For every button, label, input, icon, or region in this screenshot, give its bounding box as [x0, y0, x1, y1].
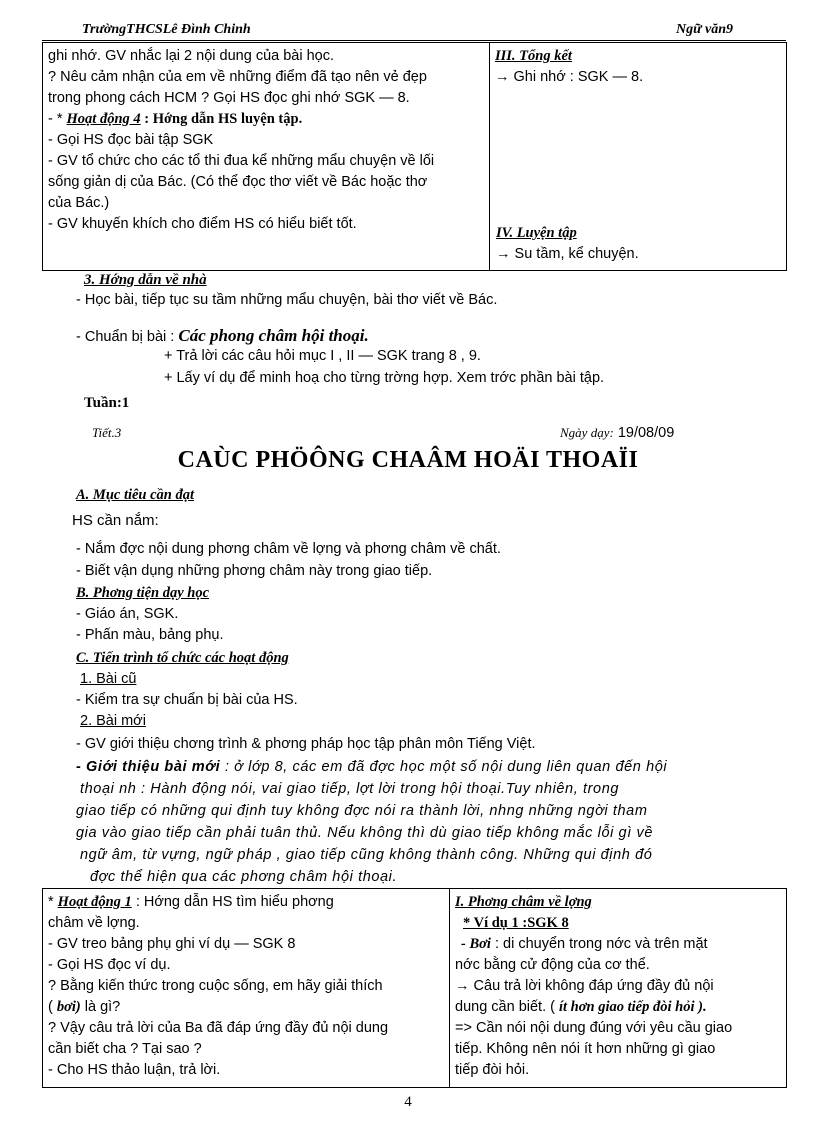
content-cell-right — [490, 43, 787, 271]
text-line: châm về lợng. — [48, 915, 140, 931]
text-line: của Bác.) — [48, 195, 110, 211]
summary-line — [495, 67, 781, 88]
practice-text: Su tầm, kể chuyện. — [510, 246, 639, 262]
boi-question-line — [48, 997, 444, 1018]
answer-text: Câu trả lời không đáp ứng đầy đủ nội — [469, 978, 714, 994]
example-heading — [455, 913, 781, 934]
activity-1-text: : Hớng dẫn HS tìm hiểu phơng — [131, 894, 334, 910]
text-line: ? Bằng kiến thức trong cuộc sống, em hãy giải thích — [48, 978, 383, 994]
text-line: ghi nhớ. GV nhắc lại 2 nội dung của bài học. — [48, 48, 335, 64]
activity-table-top — [42, 42, 787, 271]
homework-title: 3. Hớng dẫn về nhà — [84, 272, 207, 288]
new-lesson-line: - GV giới thiệu chơng trình & phơng pháp học tập phân môn Tiếng Việt. — [76, 736, 536, 752]
answer-line — [455, 976, 781, 997]
answer-emphasis: ít hơn giao tiếp đòi hỏi ). — [559, 999, 707, 1015]
paren: ( — [48, 999, 57, 1015]
text-line: ? Vậy câu trả lời của Ba đã đáp ứng đầy đủ nội dung — [48, 1020, 389, 1036]
intro-line: thoại nh : Hành động nói, vai giao tiếp, lợt lời trong hội thoại.Tuy nhiên, trong — [80, 781, 620, 797]
prepare-item: + Trả lời các câu hỏi mục I , II — SGK trang 8 , 9. — [164, 348, 481, 364]
text-line: - Cho HS thảo luận, trả lời. — [48, 1062, 221, 1078]
old-lesson-line: - Kiểm tra sự chuẩn bị bài của HS. — [76, 692, 298, 708]
objective-line: - Biết vận dụng những phơng châm này trong giao tiếp. — [76, 563, 433, 579]
activity-cell-left — [43, 889, 450, 1088]
prepare-line — [76, 326, 369, 346]
activity-4-label: Hoạt động 4 — [66, 111, 141, 127]
boi-definition-line — [455, 934, 781, 955]
text-line: ? Nêu cảm nhận của em về những điểm đã tạo nên vẻ đẹp — [48, 69, 427, 85]
intro-label: - Giới thiệu bài mới — [76, 759, 221, 775]
next-lesson-title: Các phong châm hội thoại. — [178, 326, 369, 345]
intro-line — [76, 759, 667, 775]
boi-word: bơi) — [56, 999, 81, 1015]
intro-line: giao tiếp có những qui định tuy không đợc nói ra thành lời, nhng những ngời tham — [76, 803, 648, 819]
text-line: nớc bằng cử động của cơ thể. — [455, 957, 650, 973]
answer-text: dung cần biết. ( — [455, 999, 559, 1015]
activity-4-line — [48, 109, 484, 130]
old-lesson-heading — [80, 671, 136, 687]
header-subject: Ngữ văn9 — [676, 22, 733, 37]
text-line: sống giản dị của Bác. (Có thể đọc thơ viết về Bác hoặc thơ — [48, 174, 428, 190]
week-label: Tuần:1 — [84, 395, 130, 411]
text-line: - GV tổ chức cho các tổ thi đua kể những mẩu chuyện về lối — [48, 153, 435, 169]
arrow-icon: → — [496, 246, 511, 262]
arrow-icon: → — [495, 69, 510, 85]
page-number: 4 — [404, 1094, 412, 1110]
text-line: - GV treo bảng phụ ghi ví dụ — SGK 8 — [48, 936, 296, 952]
activity-1-label: Hoạt động 1 — [57, 894, 132, 910]
objective-line: - Nắm đợc nội dung phơng châm về lợng và phơng châm về chất. — [76, 541, 501, 557]
date-value: 19/08/09 — [617, 425, 675, 441]
text-line: - Gọi HS đọc bài tập SGK — [48, 132, 214, 148]
intro-line: đợc thể hiện qua các phơng châm hội thoại. — [90, 869, 398, 885]
material-line: - Giáo án, SGK. — [76, 606, 179, 622]
activity-1-line — [48, 892, 444, 913]
text-line — [455, 997, 781, 1018]
old-lesson-label: 1. Bài cũ — [80, 671, 137, 687]
homework-line: - Học bài, tiếp tục su tầm những mẩu chuyện, bài thơ viết về Bác. — [76, 292, 498, 308]
example-label: * Ví dụ 1 :SGK 8 — [463, 915, 569, 931]
material-line: - Phấn màu, bảng phụ. — [76, 627, 224, 643]
intro-text: : ở lớp 8, các em đã đợc học một số nội dung liên quan đến hội — [220, 759, 668, 775]
prepare-item: + Lấy ví dụ để minh hoạ cho từng trờng hợp. Xem trớc phần bài tập. — [164, 370, 605, 386]
prepare-prefix: - Chuẩn bị bài : — [76, 329, 179, 345]
summary-heading: III. Tổng kết — [495, 48, 572, 64]
header-rule — [42, 40, 786, 41]
boi-definition: : di chuyển trong nớc và trên mặt — [490, 936, 708, 952]
boi-rest: là gì? — [80, 999, 121, 1015]
intro-line: ngữ âm, từ vựng, ngữ pháp , giao tiếp cũng không thành công. Những qui định đó — [80, 847, 653, 863]
section-c-title: C. Tiến trình tổ chức các hoạt động — [76, 650, 289, 666]
practice-heading: IV. Luyện tập — [496, 225, 577, 241]
text-line: - GV khuyến khích cho điểm HS có hiểu biết tốt. — [48, 216, 357, 232]
header-school: TrườngTHCSLê Đình Chinh — [82, 22, 251, 37]
content-cell-right — [450, 889, 787, 1088]
bullet: * — [48, 894, 58, 910]
text-line: - Gọi HS đọc ví dụ. — [48, 957, 171, 973]
bullet: - * — [48, 111, 67, 127]
activity-4-text: : Hớng dẫn HS luyện tập. — [140, 111, 303, 127]
section-a-title: A. Mục tiêu cần đạt — [76, 487, 195, 503]
arrow-icon: → — [455, 978, 470, 994]
quantity-maxim-heading: I. Phơng châm về lợng — [455, 894, 592, 910]
section-b-title: B. Phơng tiện dạy học — [76, 585, 210, 601]
new-lesson-label: 2. Bài mới — [80, 713, 146, 729]
period-label: Tiết.3 — [92, 425, 122, 440]
text-line: trong phong cách HCM ? Gọi HS đọc ghi nhớ SGK — 8. — [48, 90, 410, 106]
activity-table-bottom — [42, 888, 787, 1088]
text-line: tiếp. Không nên nói ít hơn những gì giao — [455, 1041, 716, 1057]
intro-line: gia vào giao tiếp cần phải tuân thủ. Nếu không thì dù giao tiếp không mắc lỗi gì về — [76, 825, 653, 841]
practice-line — [496, 244, 639, 265]
new-lesson-heading — [80, 713, 146, 729]
text-line: => Cần nói nội dung đúng với yêu cầu giao — [455, 1020, 733, 1036]
activity-cell-left — [43, 43, 490, 271]
lesson-title: CAÙC PHÖÔNG CHAÂM HOÄI THOAÏI — [177, 447, 639, 473]
date-label: Ngày dạy: — [560, 425, 614, 440]
teaching-date — [560, 425, 674, 441]
boi-label: - Bơi — [461, 936, 491, 952]
section-a-sub: HS cần nắm: — [72, 512, 159, 529]
text-line: tiếp đòi hỏi. — [455, 1062, 530, 1078]
summary-text: Ghi nhớ : SGK — 8. — [509, 69, 644, 85]
text-line: cần biết cha ? Tại sao ? — [48, 1041, 202, 1057]
